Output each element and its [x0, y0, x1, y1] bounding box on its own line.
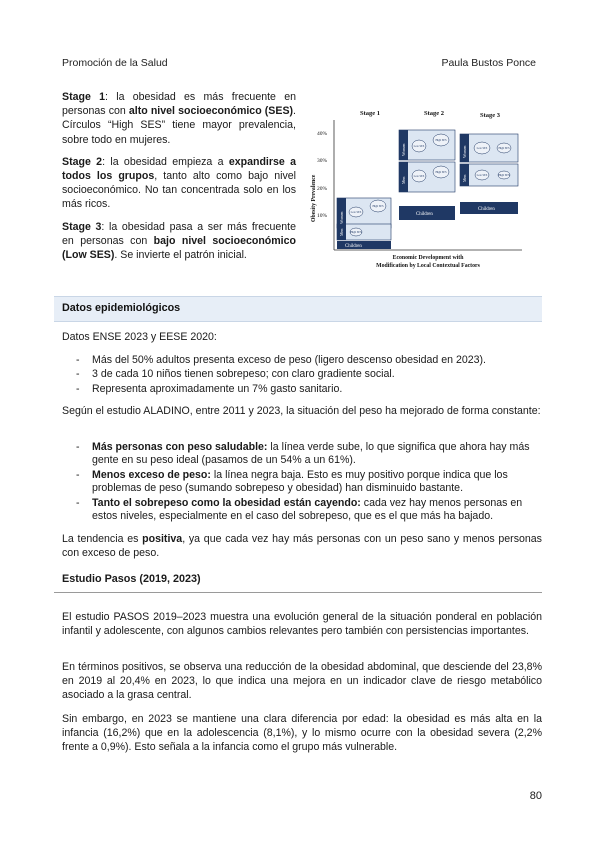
ses-label: High SES	[498, 174, 510, 178]
list-item: - Más del 50% adultos presenta exceso de peso (ligero descenso obesidad en 2023).	[76, 354, 486, 366]
ses-label: High SES	[435, 171, 447, 175]
y-tick-10: 10%	[317, 213, 328, 219]
divider	[54, 592, 542, 593]
list-item: - 3 de cada 10 niños tienen sobrepeso; con claro gradiente social.	[76, 368, 395, 381]
ses-label: Low SES	[413, 175, 425, 179]
stage-2-label: Stage 2	[424, 110, 445, 117]
x-axis-label-2: Modification by Local Contextual Factors	[376, 263, 480, 269]
svg-text:Women: Women	[339, 211, 344, 224]
x-axis-label-1: Economic Development with	[392, 255, 464, 261]
svg-text:Women: Women	[462, 145, 467, 158]
header-course-title: Promoción de la Salud	[62, 57, 168, 69]
list-item: - Más personas con peso saludable: la línea verde sube, lo que significa que ahora hay más gente en su peso ideal (pasamos de un 54% a un 61%).	[76, 441, 530, 467]
section-heading-bar	[54, 296, 542, 322]
list-item: - Menos exceso de peso: la línea negra baja. Esto es muy positivo porque indica que los problemas de peso (sumando sobrepeso y obesidad) han disminuido bastante.	[76, 468, 508, 495]
tendencia-paragraph: La tendencia es positiva, ya que cada vez hay más personas con un peso sano y menos personas con exceso de peso.	[62, 533, 542, 560]
stage-1-paragraph: Stage 1: la obesidad es más frecuente en personas con alto nivel socioeconómico (SES). Círculos “High SES” tiene mayor prevalencia, sobre todo en mujeres.	[62, 91, 296, 146]
section-heading: Datos epidemiológicos	[62, 302, 181, 314]
y-tick-20: 20%	[317, 186, 328, 192]
list-item: - Tanto el sobrepeso como la obesidad están cayendo: cada vez hay menos personas en estos niveles, especialmente en el caso del sobrepeso, que es el que más ha bajado.	[76, 496, 523, 523]
pasos-paragraph-1: El estudio PASOS 2019–2023 muestra una evolución general de la situación ponderal en población infantil y adolescente, con algunos cambios relevantes pero también con persistencias importantes.	[62, 611, 542, 638]
svg-text:Women: Women	[401, 143, 406, 156]
datos-intro: Datos ENSE 2023 y EESE 2020:	[62, 331, 217, 343]
list-item: - Representa aproximadamente un 7% gasto sanitario.	[76, 382, 343, 395]
aladino-list	[62, 441, 542, 524]
ses-label: High SES	[435, 139, 447, 143]
aladino-intro: Según el estudio ALADINO, entre 2011 y 2023, la situación del peso ha mejorado de forma constante:	[62, 405, 541, 417]
ses-label: Low SES	[476, 147, 488, 151]
header-author: Paula Bustos Ponce	[441, 57, 536, 69]
y-tick-30: 30%	[317, 158, 328, 164]
stage-3-paragraph: Stage 3: la obesidad pasa a ser más frecuente en personas con bajo nivel socioeconómico (Low SES). Se invierte el patrón inicial.	[62, 220, 296, 262]
stage-3-label: Stage 3	[480, 112, 501, 119]
pasos-paragraph-2: En términos positivos, se observa una reducción de la obesidad abdominal, que desciende del 23,8% en 2019 al 20,4% en 2023, lo que indica una mejora en un indicador clave de riesgo metabólico asociado a la grasa central.	[62, 661, 542, 702]
page-number: 80	[529, 790, 542, 802]
ses-label: Low SES	[350, 211, 362, 215]
stages-description	[62, 90, 296, 270]
ses-label: High SES	[498, 147, 510, 151]
svg-text:Children: Children	[345, 244, 362, 249]
svg-text:Men: Men	[462, 174, 467, 182]
svg-text:Children: Children	[416, 212, 433, 217]
svg-text:Children: Children	[478, 207, 495, 212]
stage-2-group	[399, 130, 455, 220]
stage-1-label: Stage 1	[360, 110, 381, 117]
datos-list	[62, 354, 542, 397]
svg-text:Men: Men	[339, 228, 344, 236]
obesity-transition-figure	[312, 104, 526, 274]
ses-label: Low SES	[413, 145, 425, 149]
y-tick-40: 40%	[317, 131, 328, 137]
pasos-paragraph-3: Sin embargo, en 2023 se mantiene una clara diferencia por edad: la obesidad es más alta en la infancia (16,2%) que en la adolescencia (8,1%), y lo mismo ocurre con la obesidad severa (2,2% frente a 0,9%). Esto señala a la infancia como el grupo más vulnerable.	[62, 713, 542, 754]
ses-label: Low SES	[476, 174, 488, 178]
pasos-heading: Estudio Pasos (2019, 2023)	[62, 573, 201, 585]
ses-label: High SES	[372, 205, 384, 209]
svg-text:Men: Men	[401, 176, 406, 184]
y-axis-label: Obesity Prevalence	[311, 174, 317, 222]
ses-label: High SES	[350, 231, 362, 235]
stage-2-paragraph: Stage 2: la obesidad empieza a expandirse a todos los grupos, tanto alto como bajo nivel socioeconómico. No tan concentrada solo en los más ricos.	[62, 155, 297, 211]
